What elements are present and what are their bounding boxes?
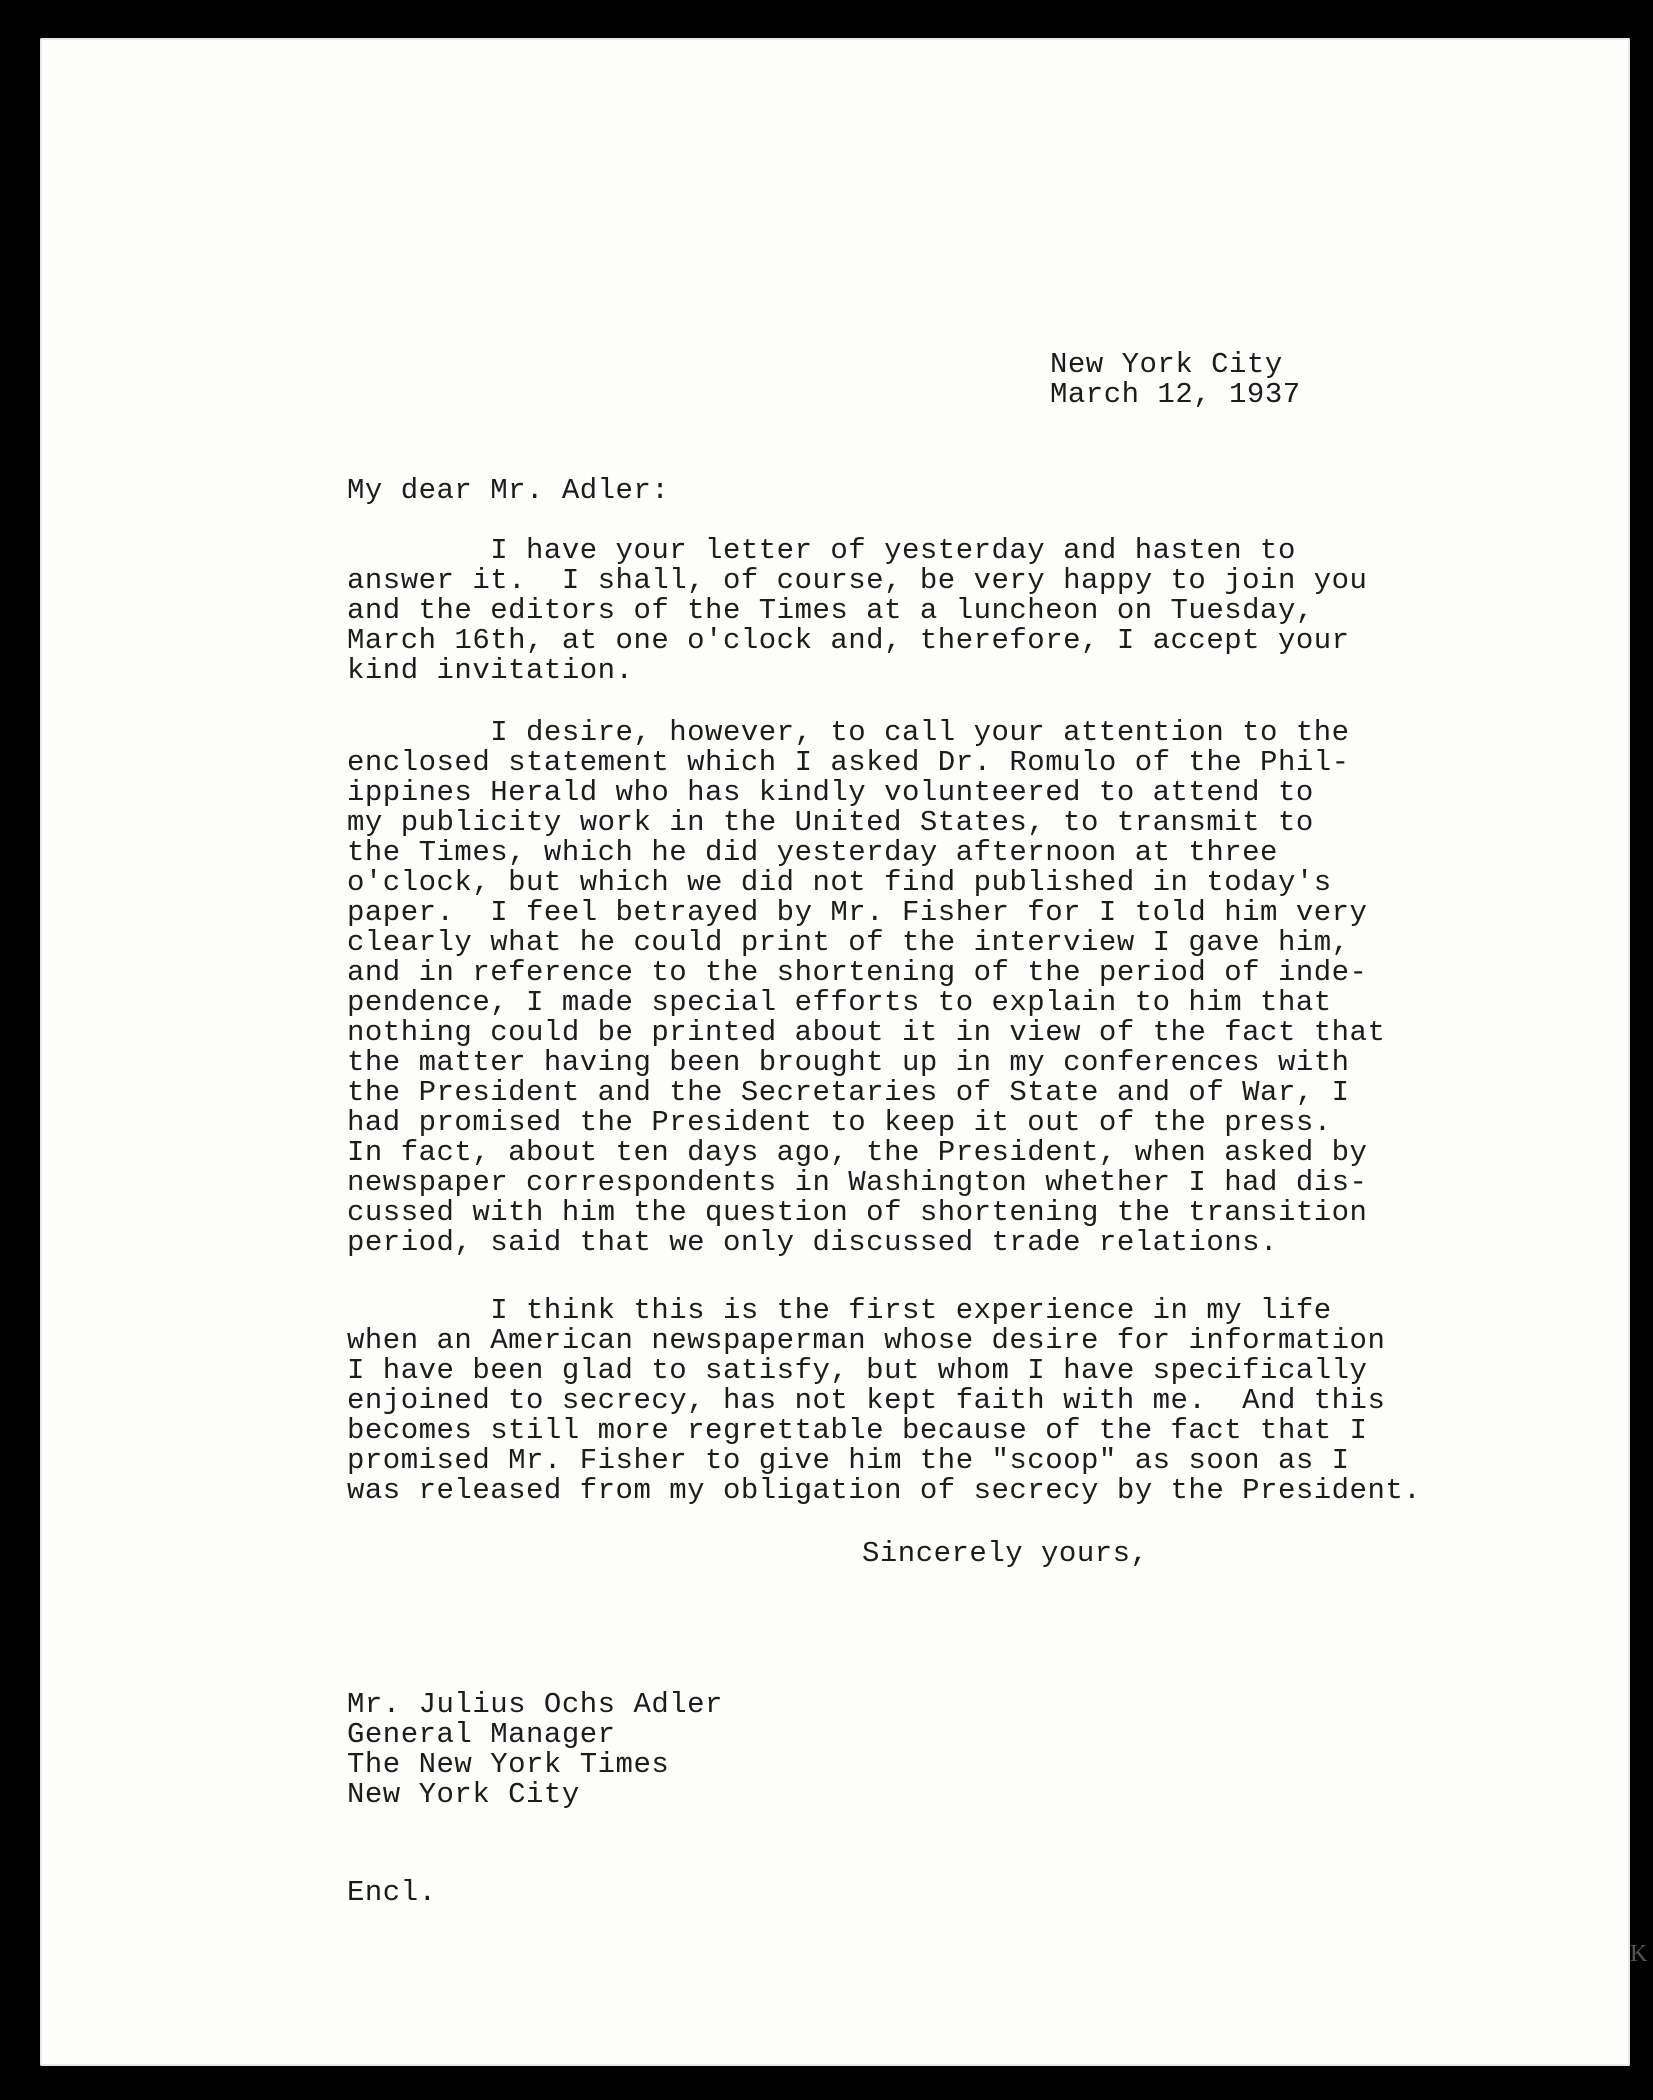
text-line: clearly what he could print of the interview I gave him,	[347, 926, 1350, 959]
text-line: my publicity work in the United States, to transmit to	[347, 806, 1314, 839]
dateline-date: March 12, 1937	[1050, 378, 1301, 411]
salutation: My dear Mr. Adler:	[347, 474, 670, 507]
recipient-organization: The New York Times	[347, 1748, 670, 1781]
text-line: promised Mr. Fisher to give him the "scoop" as soon as I	[347, 1444, 1350, 1477]
text-line: In fact, about ten days ago, the President, when asked by	[347, 1136, 1368, 1169]
text-line: I have been glad to satisfy, but whom I have specifically	[347, 1354, 1368, 1387]
text-line: the President and the Secretaries of State and of War, I	[347, 1076, 1350, 1109]
text-line: and in reference to the shortening of the period of inde-	[347, 956, 1368, 989]
text-line: cussed with him the question of shortening the transition	[347, 1196, 1368, 1229]
paragraph-3	[347, 1296, 1421, 1506]
text-line: paper. I feel betrayed by Mr. Fisher for I told him very	[347, 896, 1368, 929]
text-line: nothing could be printed about it in view of the fact that	[347, 1016, 1386, 1049]
text-line: I have your letter of yesterday and hasten to	[347, 534, 1296, 567]
text-line: answer it. I shall, of course, be very happy to join you	[347, 564, 1368, 597]
recipient-city: New York City	[347, 1778, 580, 1811]
text-line: was released from my obligation of secrecy by the President.	[347, 1474, 1422, 1507]
dateline-place: New York City	[1050, 348, 1283, 381]
dateline	[1050, 350, 1301, 410]
recipient-name: Mr. Julius Ochs Adler	[347, 1688, 723, 1721]
text-line: I desire, however, to call your attention to the	[347, 716, 1350, 749]
text-line: becomes still more regrettable because of the fact that I	[347, 1414, 1368, 1447]
enclosure-note: Encl.	[347, 1876, 437, 1909]
text-line: period, said that we only discussed trade relations.	[347, 1226, 1278, 1259]
letter-page	[40, 38, 1648, 2066]
text-line: March 16th, at one o'clock and, therefore, I accept your	[347, 624, 1350, 657]
text-line: I think this is the first experience in my life	[347, 1294, 1332, 1327]
recipient-address	[347, 1690, 723, 1810]
text-line: pendence, I made special efforts to explain to him that	[347, 986, 1332, 1019]
text-line: when an American newspaperman whose desire for information	[347, 1324, 1386, 1357]
recipient-title: General Manager	[347, 1718, 616, 1751]
text-line: had promised the President to keep it out of the press.	[347, 1106, 1332, 1139]
text-line: the matter having been brought up in my conferences with	[347, 1046, 1350, 1079]
text-line: the Times, which he did yesterday afternoon at three	[347, 836, 1278, 869]
text-line: newspaper correspondents in Washington whether I had dis-	[347, 1166, 1368, 1199]
text-line: enclosed statement which I asked Dr. Romulo of the Phil-	[347, 746, 1350, 779]
text-line: enjoined to secrecy, has not kept faith with me. And this	[347, 1384, 1386, 1417]
text-line: o'clock, but which we did not find published in today's	[347, 866, 1332, 899]
closing: Sincerely yours,	[862, 1537, 1149, 1570]
page-mark: K	[1630, 1941, 1648, 1967]
text-line: kind invitation.	[347, 654, 634, 687]
text-line: and the editors of the Times at a luncheon on Tuesday,	[347, 594, 1314, 627]
paragraph-1	[347, 536, 1367, 686]
paragraph-2	[347, 718, 1385, 1258]
text-line: ippines Herald who has kindly volunteered to attend to	[347, 776, 1314, 809]
